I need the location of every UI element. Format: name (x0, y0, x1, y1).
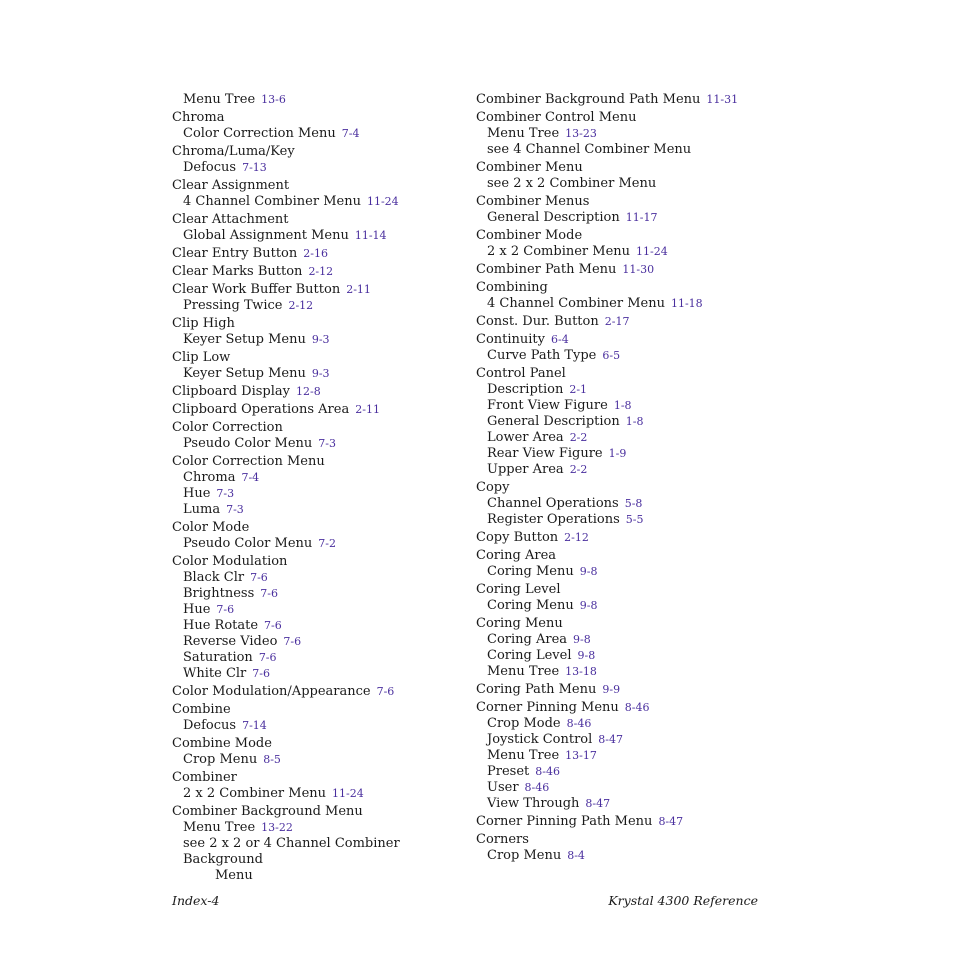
index-subentry (476, 564, 776, 580)
index-term: Clip High (172, 316, 235, 331)
index-subentry (476, 430, 776, 446)
index-entry (172, 316, 472, 332)
index-subentry (172, 786, 472, 802)
index-term: Clear Entry Button (172, 246, 298, 261)
page-reference-link[interactable]: 13-22 (261, 821, 293, 834)
footer-document-title: Krystal 4300 Reference (608, 893, 758, 908)
index-subentry (476, 414, 776, 430)
footer-page-number: Index-4 (172, 893, 220, 908)
index-term: Combine (172, 702, 231, 717)
page-reference-link[interactable]: 2-11 (346, 283, 371, 296)
index-term: Black Clr (183, 570, 245, 585)
page-reference-link[interactable]: 2-12 (308, 265, 334, 278)
index-term: Const. Dur. Button (476, 314, 599, 329)
index-subentry (172, 298, 472, 314)
index-term: Color Modulation/Appearance (172, 684, 371, 699)
index-term: White Clr (183, 666, 247, 681)
index-term: Color Modulation (172, 554, 288, 569)
index-entry (476, 814, 776, 830)
index-entry (476, 530, 776, 546)
index-entry (476, 548, 776, 564)
page-reference-link[interactable]: 8-46 (624, 701, 650, 714)
page-reference-link[interactable]: 7-13 (242, 161, 267, 174)
index-subentry (172, 586, 472, 602)
index-entry (172, 350, 472, 366)
index-term: Copy Button (476, 530, 559, 545)
index-term: Luma (183, 502, 221, 517)
index-entry (172, 684, 472, 700)
page-reference-link[interactable]: 7-6 (376, 685, 395, 698)
index-entry (476, 160, 776, 176)
index-term: Curve Path Type (487, 348, 597, 363)
index-term: 4 Channel Combiner Menu (487, 296, 665, 311)
page-reference-link[interactable]: 11-14 (354, 229, 387, 242)
page-reference-link[interactable]: 13-6 (261, 93, 286, 106)
index-entry (172, 212, 472, 228)
index-entry (476, 228, 776, 244)
page-reference-link[interactable]: 13-18 (565, 665, 597, 678)
index-entry (172, 110, 472, 126)
index-subentry (172, 486, 472, 502)
index-term: Description (487, 382, 564, 397)
index-subentry (172, 618, 472, 634)
page-reference-link[interactable]: 7-6 (216, 603, 235, 616)
index-term: Combiner Background Path Menu (476, 92, 701, 107)
index-entry (172, 246, 472, 262)
page-reference-link[interactable]: 8-4 (567, 849, 585, 862)
index-term: Crop Menu (487, 848, 562, 863)
index-entry (172, 554, 472, 570)
index-term: Combiner Menus (476, 194, 590, 209)
index-subentry (476, 598, 776, 614)
index-subentry (172, 436, 472, 452)
index-subentry (172, 228, 472, 244)
index-subentry (476, 176, 776, 192)
index-entry (476, 314, 776, 330)
page-reference-link[interactable]: 7-6 (250, 571, 268, 584)
index-term: Chroma (172, 110, 225, 125)
page-reference-link[interactable]: 1-8 (625, 415, 644, 428)
index-term: Color Correction (172, 420, 283, 435)
index-subentry (476, 848, 776, 864)
index-entry (476, 110, 776, 126)
index-term: Chroma (183, 470, 236, 485)
index-term: Coring Area (476, 548, 557, 563)
index-subentry (172, 820, 472, 836)
index-term: Menu Tree (487, 126, 560, 141)
page-reference-link[interactable]: 11-31 (706, 93, 739, 106)
index-term: Hue (183, 486, 211, 501)
page-reference-link[interactable]: 2-12 (564, 531, 589, 544)
index-term: Menu Tree (183, 92, 256, 107)
page-reference-link[interactable]: 8-47 (585, 797, 611, 810)
page-reference-link[interactable]: 2-2 (569, 463, 588, 476)
page-reference-link[interactable]: 6-4 (551, 333, 569, 346)
index-term: Menu Tree (183, 820, 256, 835)
index-term: Coring Menu (487, 564, 574, 579)
page-reference-link[interactable]: 11-24 (332, 787, 364, 800)
page-reference-link[interactable]: 9-3 (311, 367, 330, 380)
index-term: Coring Level (487, 648, 572, 663)
index-entry (172, 420, 472, 436)
page-reference-link[interactable]: 7-3 (318, 437, 336, 450)
index-subentry (172, 470, 472, 486)
index-term: Register Operations (487, 512, 620, 527)
index-term: Pressing Twice (183, 298, 283, 313)
page-reference-link[interactable]: 2-11 (355, 403, 380, 416)
index-term: Menu Tree (487, 748, 560, 763)
page-reference-link[interactable]: 11-18 (670, 297, 703, 310)
index-subentry (172, 666, 472, 682)
page-reference-link[interactable]: 9-9 (602, 683, 621, 696)
index-subentry (476, 446, 776, 462)
index-subentry (476, 716, 776, 732)
index-term: Clipboard Operations Area (172, 402, 350, 417)
index-entry (172, 736, 472, 752)
index-term: User (487, 780, 519, 795)
index-subentry (172, 194, 472, 210)
index-entry (172, 384, 472, 400)
index-term: Coring Area (487, 632, 568, 647)
index-term: Defocus (183, 160, 237, 175)
index-term: Coring Path Menu (476, 682, 597, 697)
index-subentry (476, 764, 776, 780)
index-subentry (476, 210, 776, 226)
index-term: Combiner (172, 770, 237, 785)
page-reference-link[interactable]: 11-24 (636, 245, 668, 258)
index-term: 2 x 2 Combiner Menu (183, 786, 327, 801)
index-subentry (172, 650, 472, 666)
index-subentry (172, 602, 472, 618)
index-term: Combiner Menu (476, 160, 583, 175)
index-term: Color Mode (172, 520, 250, 535)
page-reference-link[interactable]: 7-4 (341, 127, 360, 140)
index-term: see 2 x 2 Combiner Menu (487, 176, 657, 191)
index-term: Keyer Setup Menu (183, 366, 306, 381)
index-term: Channel Operations (487, 496, 619, 511)
index-term: Keyer Setup Menu (183, 332, 306, 347)
index-entry (172, 454, 472, 470)
index-entry (476, 616, 776, 632)
index-term: Chroma/Luma/Key (172, 144, 295, 159)
page-reference-link[interactable]: 9-8 (579, 565, 598, 578)
page-reference-link[interactable]: 8-46 (566, 717, 592, 730)
index-term: Joystick Control (487, 732, 593, 747)
page-reference-link[interactable]: 6-5 (602, 349, 621, 362)
index-term: Upper Area (487, 462, 564, 477)
index-subentry (172, 752, 472, 768)
index-term: see 4 Channel Combiner Menu (487, 142, 692, 157)
page-reference-link[interactable]: 9-8 (577, 649, 596, 662)
index-term: Clear Marks Button (172, 264, 303, 279)
index-subentry (476, 732, 776, 748)
index-entry (476, 332, 776, 348)
page-reference-link[interactable]: 5-8 (624, 497, 643, 510)
page-reference-link[interactable]: 8-46 (524, 781, 550, 794)
index-term: Preset (487, 764, 530, 779)
page-reference-link[interactable]: 7-4 (241, 471, 260, 484)
index-subentry (172, 502, 472, 518)
page-reference-link[interactable]: 11-30 (622, 263, 655, 276)
index-term: Control Panel (476, 366, 566, 381)
index-term: Menu Tree (487, 664, 560, 679)
index-term: Combine Mode (172, 736, 272, 751)
index-term: Combining (476, 280, 548, 295)
index-subentry (172, 126, 472, 142)
page-reference-link[interactable]: 7-6 (258, 651, 277, 664)
page-reference-link[interactable]: 7-6 (252, 667, 270, 680)
page-reference-link[interactable]: 9-8 (579, 599, 598, 612)
index-term: Corner Pinning Menu (476, 700, 619, 715)
index-subentry (172, 536, 472, 552)
index-entry (172, 144, 472, 160)
page-reference-link[interactable]: 7-6 (260, 587, 278, 600)
index-subentry (476, 462, 776, 478)
index-term: Corners (476, 832, 529, 847)
index-subentry (476, 748, 776, 764)
index-term: Corner Pinning Path Menu (476, 814, 653, 829)
page-reference-link[interactable]: 8-46 (535, 765, 560, 778)
page-reference-link[interactable]: 7-6 (264, 619, 282, 632)
index-column-left (172, 92, 472, 884)
index-term: Menu (215, 868, 253, 883)
index-term: Clear Assignment (172, 178, 290, 193)
index-term: see 2 x 2 or 4 Channel Combiner Background (183, 836, 400, 867)
page-reference-link[interactable]: 7-6 (283, 635, 302, 648)
index-subentry (476, 296, 776, 312)
index-entry (476, 366, 776, 382)
page-reference-link[interactable]: 7-14 (242, 719, 267, 732)
index-subentry (476, 632, 776, 648)
page-reference-link[interactable]: 12-8 (295, 385, 321, 398)
index-term: 4 Channel Combiner Menu (183, 194, 361, 209)
index-subentry (172, 160, 472, 176)
index-entry (172, 702, 472, 718)
page-reference-link[interactable]: 2-2 (569, 431, 588, 444)
index-term: Coring Menu (476, 616, 563, 631)
index-entry (172, 282, 472, 298)
index-subentry (476, 126, 776, 142)
page-reference-link[interactable]: 8-5 (263, 753, 281, 766)
page-reference-link[interactable]: 8-47 (658, 815, 684, 828)
index-entry (172, 770, 472, 786)
index-term: Pseudo Color Menu (183, 536, 313, 551)
page-reference-link[interactable]: 2-17 (604, 315, 630, 328)
index-entry (476, 92, 776, 108)
index-entry (476, 262, 776, 278)
index-term: Saturation (183, 650, 253, 665)
index-subentry (172, 332, 472, 348)
index-subentry (476, 664, 776, 680)
index-entry (476, 194, 776, 210)
index-subentry (172, 570, 472, 586)
page-reference-link[interactable]: 11-17 (625, 211, 658, 224)
index-term: Clear Work Buffer Button (172, 282, 341, 297)
index-subentry (476, 382, 776, 398)
index-term: Clip Low (172, 350, 231, 365)
index-term: Pseudo Color Menu (183, 436, 313, 451)
index-entry (172, 520, 472, 536)
index-term: Brightness (183, 586, 255, 601)
page-reference-link[interactable]: 8-47 (598, 733, 624, 746)
index-subentry (476, 348, 776, 364)
index-term: Combiner Background Menu (172, 804, 363, 819)
index-term: 2 x 2 Combiner Menu (487, 244, 631, 259)
index-entry (476, 682, 776, 698)
page-reference-link[interactable]: 1-9 (608, 447, 627, 460)
index-term: Clear Attachment (172, 212, 289, 227)
index-entry (172, 264, 472, 280)
index-subentry (476, 398, 776, 414)
index-term: Combiner Path Menu (476, 262, 617, 277)
index-subentry (172, 366, 472, 382)
index-term: Front View Figure (487, 398, 608, 413)
page-reference-link[interactable]: 9-8 (573, 633, 591, 646)
index-subentry (476, 648, 776, 664)
index-entry (476, 280, 776, 296)
index-term: General Description (487, 414, 620, 429)
index-term: Reverse Video (183, 634, 278, 649)
index-term: Defocus (183, 718, 237, 733)
index-entry (476, 700, 776, 716)
index-entry (172, 402, 472, 418)
page-reference-link[interactable]: 2-16 (303, 247, 328, 260)
page-reference-link[interactable]: 7-3 (216, 487, 235, 500)
index-term: Copy (476, 480, 510, 495)
index-term: Coring Menu (487, 598, 574, 613)
page-reference-link[interactable]: 7-3 (226, 503, 244, 516)
index-term: Combiner Mode (476, 228, 583, 243)
index-column-right (476, 92, 776, 864)
index-term: Coring Level (476, 582, 561, 597)
index-subentry (172, 836, 472, 868)
index-subentry (476, 496, 776, 512)
page-reference-link[interactable]: 11-24 (366, 195, 399, 208)
page-reference-link[interactable]: 13-23 (565, 127, 597, 140)
index-entry (172, 178, 472, 194)
index-term: Continuity (476, 332, 545, 347)
index-subentry (476, 796, 776, 812)
index-term: Hue Rotate (183, 618, 259, 633)
index-entry (172, 804, 472, 820)
index-term: View Through (487, 796, 580, 811)
index-entry (476, 832, 776, 848)
page-reference-link[interactable]: 2-1 (569, 383, 588, 396)
page-reference-link[interactable]: 1-8 (613, 399, 632, 412)
index-subentry (476, 780, 776, 796)
page-reference-link[interactable]: 7-2 (318, 537, 336, 550)
index-entry (476, 582, 776, 598)
index-term: Color Correction Menu (183, 126, 336, 141)
index-term: Global Assignment Menu (183, 228, 349, 243)
page-reference-link[interactable]: 2-12 (288, 299, 314, 312)
index-term: General Description (487, 210, 620, 225)
page-reference-link[interactable]: 13-17 (565, 749, 597, 762)
index-term: Combiner Control Menu (476, 110, 637, 125)
index-subentry (172, 634, 472, 650)
index-term: Color Correction Menu (172, 454, 325, 469)
index-term: Crop Mode (487, 716, 561, 731)
index-term: Crop Menu (183, 752, 258, 767)
index-subentry (172, 92, 472, 108)
index-term: Hue (183, 602, 211, 617)
index-term: Lower Area (487, 430, 564, 445)
index-subentry (476, 142, 776, 158)
index-subentry (476, 244, 776, 260)
index-subentry (476, 512, 776, 528)
index-term: Clipboard Display (172, 384, 290, 399)
index-subentry (172, 718, 472, 734)
page-reference-link[interactable]: 9-3 (311, 333, 330, 346)
page-reference-link[interactable]: 5-5 (625, 513, 644, 526)
index-term: Rear View Figure (487, 446, 603, 461)
index-subentry (172, 868, 472, 884)
index-entry (476, 480, 776, 496)
